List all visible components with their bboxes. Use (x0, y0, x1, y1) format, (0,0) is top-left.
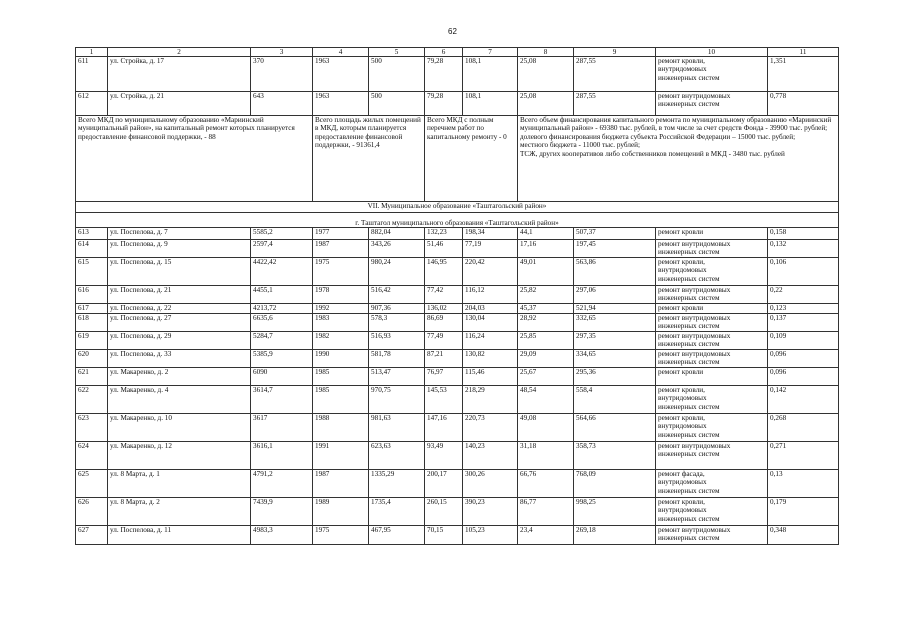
work-type: ремонт кровли, внутридомовых инженерных систем (656, 498, 768, 526)
cell: 1963 (313, 57, 369, 92)
address: ул. Стройка, д. 21 (108, 92, 251, 116)
cell: 1335,29 (369, 470, 425, 498)
cell: 343,26 (369, 240, 425, 258)
cell: 29,09 (518, 350, 574, 368)
cell: 1990 (313, 350, 369, 368)
cell: 269,18 (574, 526, 656, 545)
work-type: ремонт кровли (656, 228, 768, 240)
cell: 108,1 (463, 57, 518, 92)
cell: 44,1 (518, 228, 574, 240)
address: ул. 8 Марта, д. 1 (108, 470, 251, 498)
cell: 79,28 (425, 92, 463, 116)
work-type: ремонт внутридомовых инженерных систем (656, 314, 768, 332)
row-number: 616 (76, 286, 108, 304)
work-type: ремонт кровли (656, 368, 768, 386)
cell: 0,348 (768, 526, 839, 545)
cell: 287,55 (574, 57, 656, 92)
cell: 581,78 (369, 350, 425, 368)
section-title-row (76, 202, 839, 213)
column-number: 1 (76, 48, 108, 57)
work-type: ремонт внутридомовых инженерных систем (656, 350, 768, 368)
work-type: ремонт внутридомовых инженерных систем (656, 442, 768, 470)
row-number: 615 (76, 258, 108, 286)
cell: 45,37 (518, 304, 574, 314)
cell: 7439,9 (251, 498, 313, 526)
cell: 297,35 (574, 332, 656, 350)
page-number: 62 (448, 27, 457, 36)
work-type: ремонт внутридомовых инженерных систем (656, 332, 768, 350)
cell: 390,23 (463, 498, 518, 526)
cell: 6635,6 (251, 314, 313, 332)
cell: 93,49 (425, 442, 463, 470)
cell: 25,85 (518, 332, 574, 350)
cell: 521,94 (574, 304, 656, 314)
cell: 28,92 (518, 314, 574, 332)
cell: 5284,7 (251, 332, 313, 350)
cell: 623,63 (369, 442, 425, 470)
row-number: 627 (76, 526, 108, 545)
work-type: ремонт кровли, внутридомовых инженерных систем (656, 414, 768, 442)
cell: 0,096 (768, 368, 839, 386)
summary-full-list: Всего МКД с полным перечнем работ по капитальному ремонту - 0 (425, 116, 518, 202)
cell: 500 (369, 92, 425, 116)
cell: 3616,1 (251, 442, 313, 470)
row-number: 625 (76, 470, 108, 498)
address: ул. Поспелова, д. 9 (108, 240, 251, 258)
table-body (76, 48, 839, 545)
cell: 6090 (251, 368, 313, 386)
cell: 507,37 (574, 228, 656, 240)
cell: 79,28 (425, 57, 463, 92)
column-number: 3 (251, 48, 313, 57)
cell: 3617 (251, 414, 313, 442)
cell: 220,73 (463, 414, 518, 442)
address: ул. Поспелова, д. 15 (108, 258, 251, 286)
section-title: VII. Муниципальное образование «Таштагольский район» (76, 202, 839, 213)
cell: 77,49 (425, 332, 463, 350)
address: ул. Поспелова, д. 7 (108, 228, 251, 240)
cell: 130,04 (463, 314, 518, 332)
address: ул. Макаренко, д. 10 (108, 414, 251, 442)
cell: 0,106 (768, 258, 839, 286)
cell: 25,08 (518, 92, 574, 116)
cell: 300,26 (463, 470, 518, 498)
cell: 970,75 (369, 386, 425, 414)
cell: 287,55 (574, 92, 656, 116)
work-type: ремонт внутридомовых инженерных систем (656, 286, 768, 304)
cell: 200,17 (425, 470, 463, 498)
column-number: 7 (463, 48, 518, 57)
row-number: 619 (76, 332, 108, 350)
cell: 49,08 (518, 414, 574, 442)
cell: 204,03 (463, 304, 518, 314)
subsection-title: г. Таштагол муниципального образования «Таштагольский район» (76, 213, 839, 228)
summary-area-total: Всего площадь жилых помещений в МКД, которым планируется предоставление финансовой поддержки, - 91361,4 (313, 116, 425, 202)
address: ул. Макаренко, д. 12 (108, 442, 251, 470)
cell: 86,77 (518, 498, 574, 526)
cell: 132,23 (425, 228, 463, 240)
repair-table (75, 47, 839, 545)
column-number-header-row (76, 48, 839, 57)
address: ул. Макаренко, д. 2 (108, 368, 251, 386)
cell: 1988 (313, 414, 369, 442)
row-number: 621 (76, 368, 108, 386)
work-type: ремонт внутридомовых инженерных систем (656, 92, 768, 116)
column-number: 9 (574, 48, 656, 57)
cell: 25,82 (518, 286, 574, 304)
table-row (76, 258, 839, 286)
cell: 1987 (313, 240, 369, 258)
cell: 66,76 (518, 470, 574, 498)
cell: 332,65 (574, 314, 656, 332)
row-number: 623 (76, 414, 108, 442)
cell: 25,08 (518, 57, 574, 92)
cell: 0,268 (768, 414, 839, 442)
table-row (76, 332, 839, 350)
cell: 516,42 (369, 286, 425, 304)
address: ул. Поспелова, д. 22 (108, 304, 251, 314)
cell: 0,158 (768, 228, 839, 240)
cell: 48,54 (518, 386, 574, 414)
work-type: ремонт внутридомовых инженерных систем (656, 526, 768, 545)
work-type: ремонт фасада, внутридомовых инженерных систем (656, 470, 768, 498)
cell: 5385,9 (251, 350, 313, 368)
work-type: ремонт кровли (656, 304, 768, 314)
cell: 1983 (313, 314, 369, 332)
cell: 1963 (313, 92, 369, 116)
cell: 0,109 (768, 332, 839, 350)
table-row (76, 92, 839, 116)
table-row (76, 286, 839, 304)
cell: 558,4 (574, 386, 656, 414)
cell: 0,132 (768, 240, 839, 258)
column-number: 6 (425, 48, 463, 57)
table-row (76, 470, 839, 498)
cell: 1735,4 (369, 498, 425, 526)
cell: 0,142 (768, 386, 839, 414)
work-type: ремонт кровли, внутридомовых инженерных систем (656, 386, 768, 414)
cell: 980,24 (369, 258, 425, 286)
cell: 0,096 (768, 350, 839, 368)
row-number: 611 (76, 57, 108, 92)
cell: 0,123 (768, 304, 839, 314)
cell: 516,93 (369, 332, 425, 350)
cell: 578,3 (369, 314, 425, 332)
cell: 981,63 (369, 414, 425, 442)
cell: 1975 (313, 258, 369, 286)
table-row (76, 442, 839, 470)
cell: 500 (369, 57, 425, 92)
cell: 467,95 (369, 526, 425, 545)
cell: 5585,2 (251, 228, 313, 240)
summary-mkd-total: Всего МКД по муниципальному образованию «Мариинский муниципальный район», на капитальный ремонт которых планируется предоставление финансовой поддержки, - 88 (76, 116, 313, 202)
cell: 136,02 (425, 304, 463, 314)
cell: 116,24 (463, 332, 518, 350)
column-number: 10 (656, 48, 768, 57)
row-number: 622 (76, 386, 108, 414)
table-row (76, 304, 839, 314)
cell: 87,21 (425, 350, 463, 368)
cell: 4213,72 (251, 304, 313, 314)
cell: 4791,2 (251, 470, 313, 498)
address: ул. Макаренко, д. 4 (108, 386, 251, 414)
column-number: 11 (768, 48, 839, 57)
cell: 51,46 (425, 240, 463, 258)
address: ул. Поспелова, д. 29 (108, 332, 251, 350)
row-number: 624 (76, 442, 108, 470)
cell: 108,1 (463, 92, 518, 116)
cell: 140,23 (463, 442, 518, 470)
cell: 564,66 (574, 414, 656, 442)
cell: 0,137 (768, 314, 839, 332)
column-number: 2 (108, 48, 251, 57)
table-row (76, 228, 839, 240)
cell: 358,73 (574, 442, 656, 470)
cell: 49,01 (518, 258, 574, 286)
cell: 25,67 (518, 368, 574, 386)
cell: 295,36 (574, 368, 656, 386)
address: ул. Поспелова, д. 21 (108, 286, 251, 304)
cell: 513,47 (369, 368, 425, 386)
cell: 0,778 (768, 92, 839, 116)
cell: 1987 (313, 470, 369, 498)
cell: 1991 (313, 442, 369, 470)
cell: 23,4 (518, 526, 574, 545)
cell: 220,42 (463, 258, 518, 286)
cell: 1977 (313, 228, 369, 240)
cell: 4422,42 (251, 258, 313, 286)
table-row (76, 57, 839, 92)
row-number: 612 (76, 92, 108, 116)
cell: 1978 (313, 286, 369, 304)
cell: 1985 (313, 368, 369, 386)
cell: 1989 (313, 498, 369, 526)
cell: 1992 (313, 304, 369, 314)
table-row (76, 240, 839, 258)
cell: 1975 (313, 526, 369, 545)
cell: 145,53 (425, 386, 463, 414)
cell: 218,29 (463, 386, 518, 414)
cell: 3614,7 (251, 386, 313, 414)
subsection-title-row (76, 213, 839, 228)
cell: 882,04 (369, 228, 425, 240)
table-row (76, 526, 839, 545)
cell: 0,271 (768, 442, 839, 470)
cell: 4983,3 (251, 526, 313, 545)
cell: 0,179 (768, 498, 839, 526)
work-type: ремонт внутридомовых инженерных систем (656, 240, 768, 258)
cell: 70,15 (425, 526, 463, 545)
table-row (76, 368, 839, 386)
cell: 998,25 (574, 498, 656, 526)
cell: 115,46 (463, 368, 518, 386)
row-number: 614 (76, 240, 108, 258)
row-number: 620 (76, 350, 108, 368)
cell: 77,19 (463, 240, 518, 258)
cell: 907,36 (369, 304, 425, 314)
work-type: ремонт кровли, внутридомовых инженерных систем (656, 258, 768, 286)
cell: 297,06 (574, 286, 656, 304)
cell: 1982 (313, 332, 369, 350)
cell: 0,13 (768, 470, 839, 498)
table-row (76, 314, 839, 332)
cell: 768,09 (574, 470, 656, 498)
cell: 17,16 (518, 240, 574, 258)
address: ул. Стройка, д. 17 (108, 57, 251, 92)
cell: 563,86 (574, 258, 656, 286)
cell: 0,22 (768, 286, 839, 304)
column-number: 5 (369, 48, 425, 57)
table-row (76, 350, 839, 368)
address: ул. Поспелова, д. 11 (108, 526, 251, 545)
cell: 334,65 (574, 350, 656, 368)
cell: 2597,4 (251, 240, 313, 258)
cell: 1985 (313, 386, 369, 414)
column-number: 8 (518, 48, 574, 57)
cell: 146,95 (425, 258, 463, 286)
table-row (76, 386, 839, 414)
cell: 1,351 (768, 57, 839, 92)
summary-financing: Всего объем финансирования капитального ремонта по муниципальному образованию «Мариинский муниципальный район» - 69380 тыс. рублей, в том числе за счет средств Фонда - 39900 тыс. рублей; долевого финансирования бюджета субъекта Российской Федерации – 15000 тыс. рублей; местного бюджета - 11000 тыс. рублей; ТСЖ, других кооперативов либо собственников помещений в МКД - 3480 тыс. рублей (518, 116, 839, 202)
cell: 77,42 (425, 286, 463, 304)
column-number: 4 (313, 48, 369, 57)
address: ул. 8 Марта, д. 2 (108, 498, 251, 526)
work-type: ремонт кровли, внутридомовых инженерных систем (656, 57, 768, 92)
cell: 370 (251, 57, 313, 92)
cell: 260,15 (425, 498, 463, 526)
cell: 76,97 (425, 368, 463, 386)
cell: 86,69 (425, 314, 463, 332)
row-number: 613 (76, 228, 108, 240)
row-number: 626 (76, 498, 108, 526)
address: ул. Поспелова, д. 33 (108, 350, 251, 368)
table-row (76, 498, 839, 526)
cell: 197,45 (574, 240, 656, 258)
cell: 643 (251, 92, 313, 116)
cell: 4455,1 (251, 286, 313, 304)
cell: 198,34 (463, 228, 518, 240)
address: ул. Поспелова, д. 27 (108, 314, 251, 332)
row-number: 618 (76, 314, 108, 332)
table-row (76, 414, 839, 442)
cell: 105,23 (463, 526, 518, 545)
cell: 147,16 (425, 414, 463, 442)
cell: 116,12 (463, 286, 518, 304)
row-number: 617 (76, 304, 108, 314)
cell: 130,82 (463, 350, 518, 368)
cell: 31,18 (518, 442, 574, 470)
summary-row (76, 116, 839, 202)
